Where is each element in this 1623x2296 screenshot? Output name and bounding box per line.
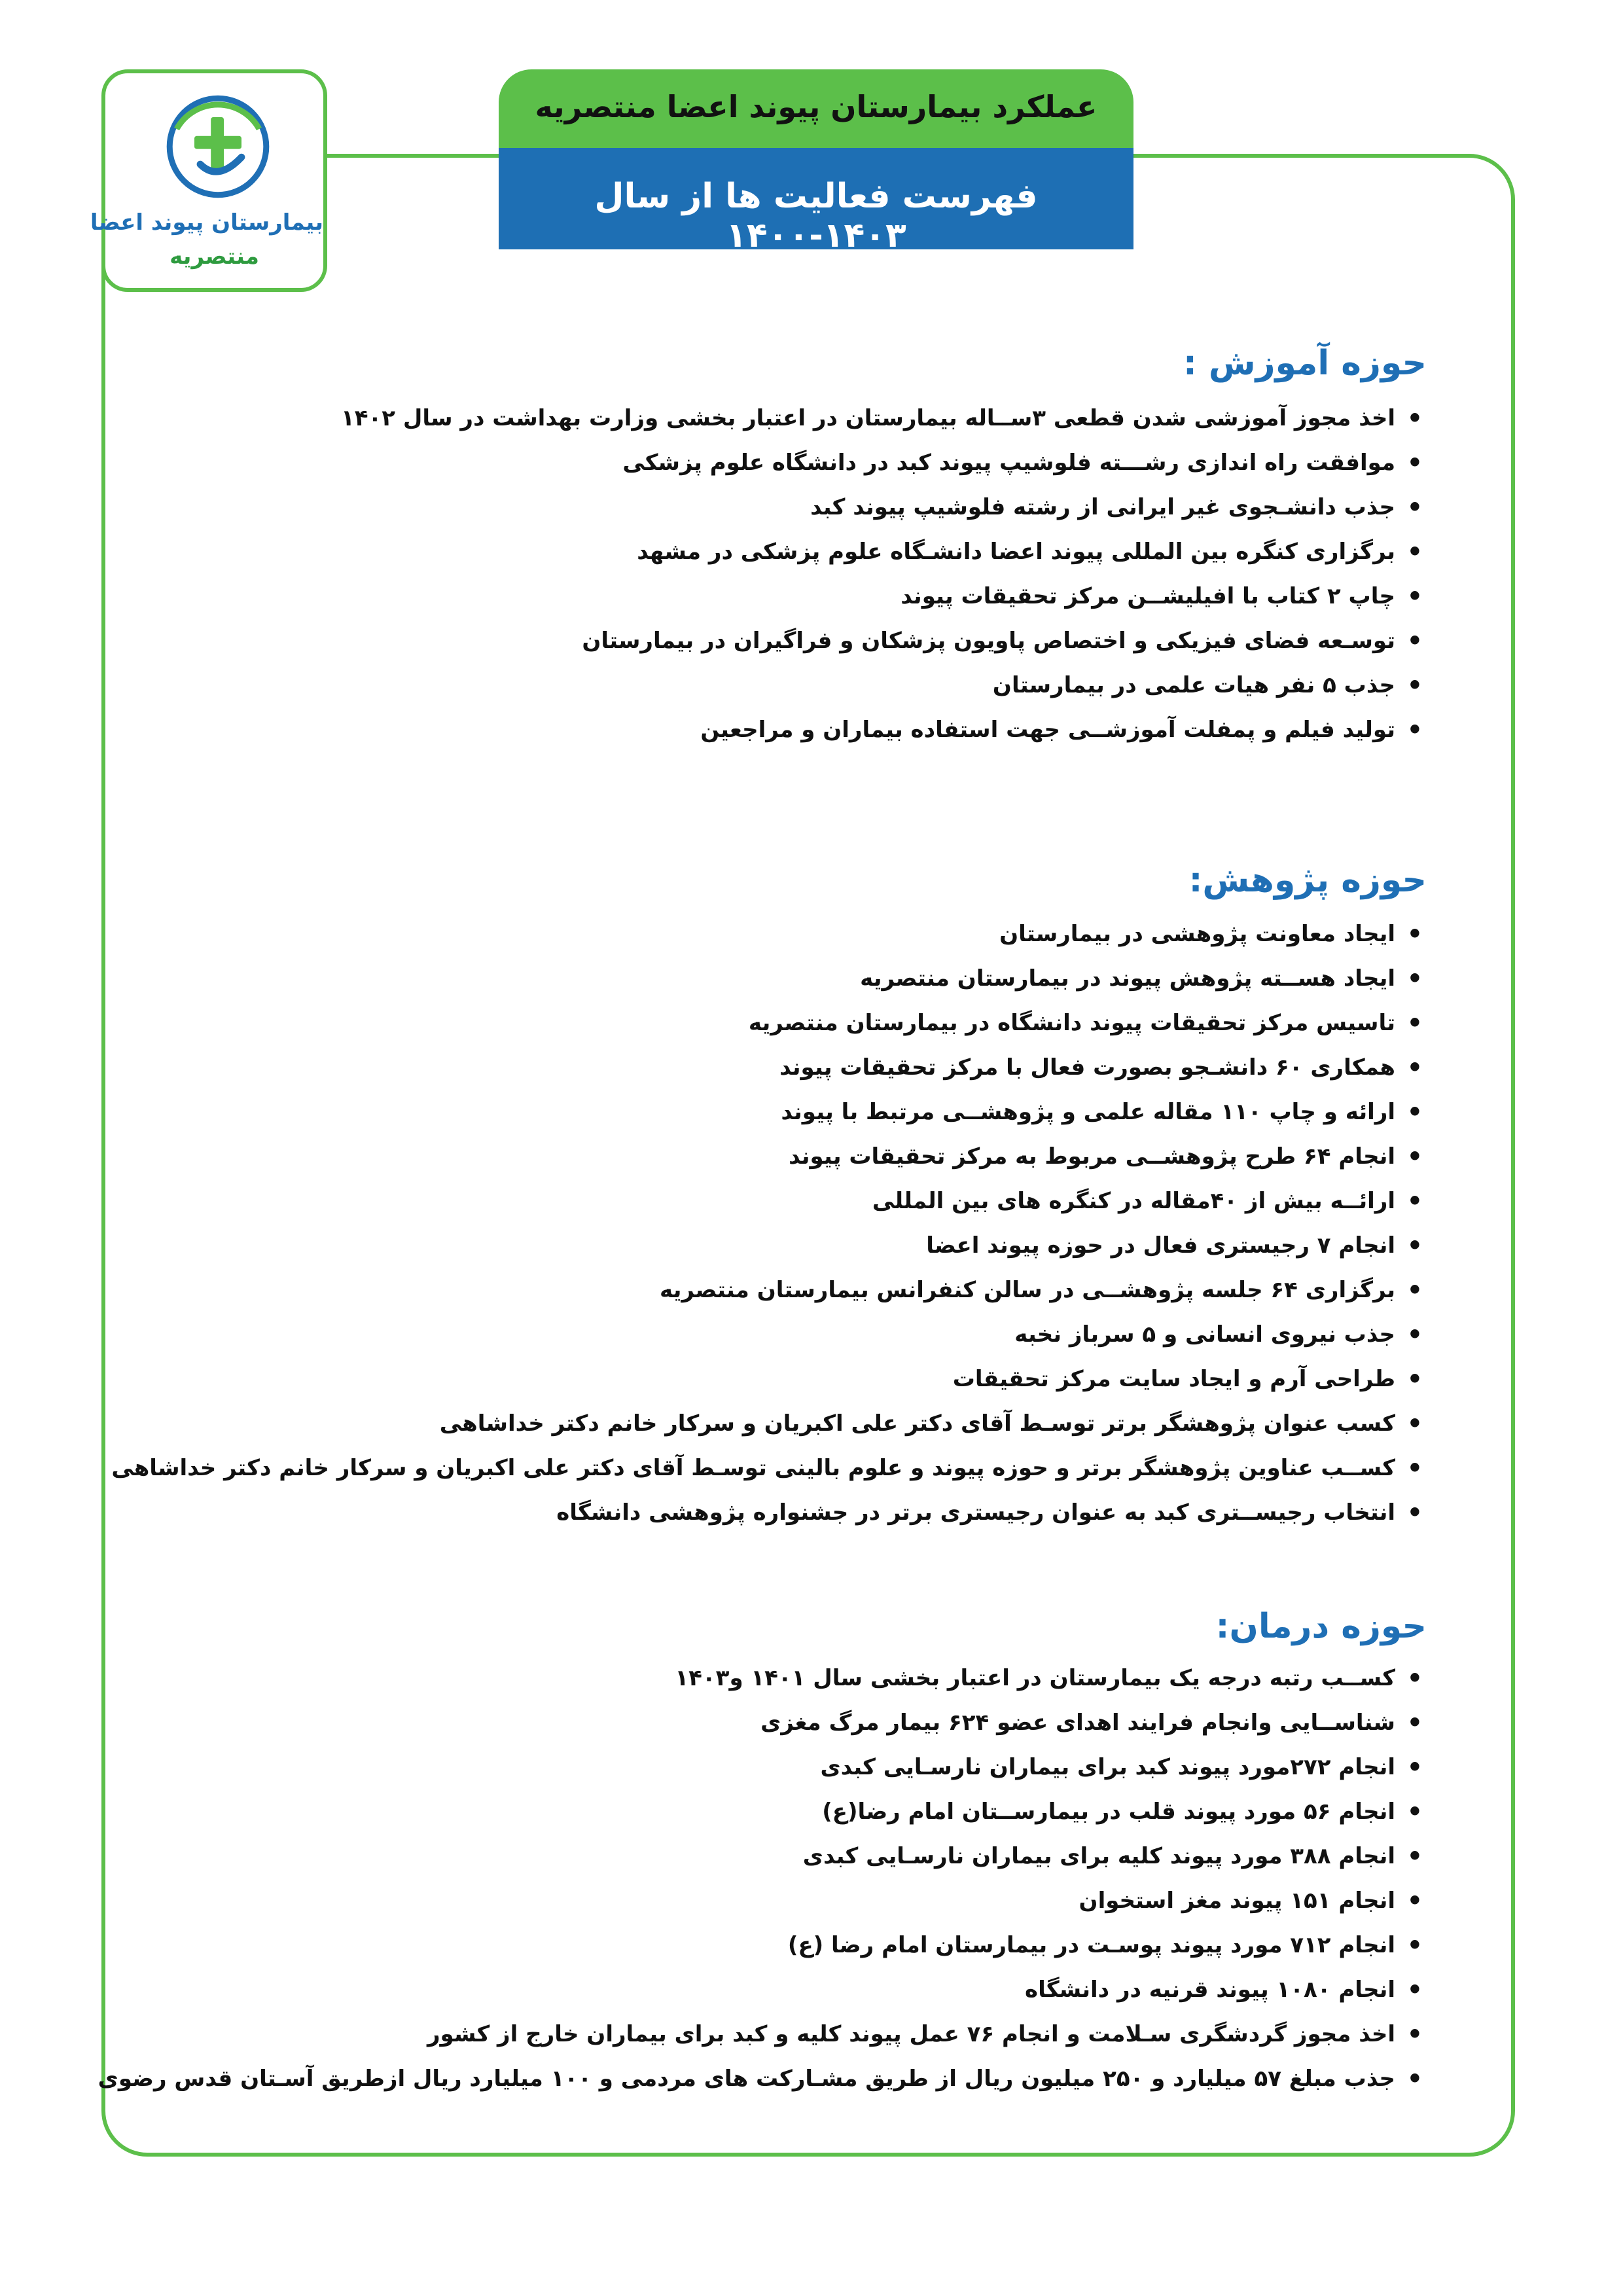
list-item: • انجام ۲۷۲مورد پیوند کبد برای بیماران نارسـایی کبدی xyxy=(98,1745,1427,1789)
education-list xyxy=(341,396,1427,752)
list-item: • تولید فیلم و پمفلت آموزشــی جهت استفاده بیماران و مراجعین xyxy=(341,708,1427,752)
list-item: • ارائــه بیش از ۴۰مقاله در کنگره های بین المللی xyxy=(111,1179,1427,1223)
list-item: • انجام ۷۱۲ مورد پیوند پوسـت در بیمارستان امام رضا (ع) xyxy=(98,1923,1427,1967)
list-item: • انجام ۳۸۸ مورد پیوند کلیه برای بیماران نارسـایی کبدی xyxy=(98,1834,1427,1878)
list-item: • جذب نیروی انسانی و ۵ سرباز نخبه xyxy=(111,1312,1427,1357)
list-item: • کسب عنوان پژوهشگر برتر توسـط آقای دکتر علی اکبریان و سرکار خانم دکتر خداشاهی xyxy=(111,1401,1427,1446)
list-item: • انجام ۱۵۱ پیوند مغز استخوان xyxy=(98,1878,1427,1923)
list-item: • انجام ۷ رجیستری فعال در حوزه پیوند اعضا xyxy=(111,1223,1427,1268)
hospital-logo xyxy=(90,69,327,292)
list-item: • انجام ۵۶ مورد پیوند قلب در بیمارســتان امام رضا(ع) xyxy=(98,1789,1427,1834)
list-item: • انجام ۶۴ طرح پژوهشــی مربوط به مرکز تحقیقات پیوند xyxy=(111,1134,1427,1179)
section-title-education: حوزه آموزش : xyxy=(1183,344,1427,383)
list-item: • انتخاب رجیســتری کبد به عنوان رجیستری برتر در جشنواره پژوهشی دانشگاه xyxy=(111,1490,1427,1535)
page-subtitle: فهرست فعالیت ها از سال ۱۴۰۳-۱۴۰۰ xyxy=(594,177,1038,255)
list-item: • ایجاد معاونت پژوهشی در بیمارستان xyxy=(111,912,1427,956)
research-list xyxy=(111,912,1427,1535)
list-item: • ایجاد هســته پژوهش پیوند در بیمارستان منتصریه xyxy=(111,956,1427,1001)
list-item: • تاسیس مرکز تحقیقات پیوند دانشگاه در بیمارستان منتصریه xyxy=(111,1001,1427,1045)
list-item: • چاپ ۲ کتاب با افیلیشــن مرکز تحقیقات پیوند xyxy=(341,574,1427,619)
list-item: • طراحی آرم و ایجاد سایت مرکز تحقیقات xyxy=(111,1357,1427,1401)
list-item: • کســب عناوین پژوهشگر برتر و حوزه پیوند و علوم بالینی توسـط آقای دکتر علی اکبریان و سرکار خانم دکتر خداشاهی xyxy=(111,1446,1427,1490)
list-item: • جذب ۵ نفر هیات علمی در بیمارستان xyxy=(341,663,1427,708)
list-item: • ارائه و چاپ ۱۱۰ مقاله علمی و پژوهشــی مرتبط با پیوند xyxy=(111,1090,1427,1134)
list-item: • توسـعه فضای فیزیکی و اختصاص پاویون پزشکان و فراگیران در بیمارستان xyxy=(341,619,1427,663)
list-item: • برگزاری کنگره بین المللی پیوند اعضا دانشـگاه علوم پزشکی در مشهد xyxy=(341,529,1427,574)
page-title: عملکرد بیمارستان پیوند اعضا منتصریه xyxy=(535,89,1097,124)
logo-name-line1: بیمارستان پیوند اعضا xyxy=(90,209,323,236)
logo-emblem-icon xyxy=(159,88,277,206)
list-item: • انجام ۱۰۸۰ پیوند قرنیه در دانشگاه xyxy=(98,1967,1427,2012)
section-title-research: حوزه پژوهش: xyxy=(1188,861,1427,900)
list-item: • جذب مبلغ ۵۷ میلیارد و ۲۵۰ میلیون ریال از طریق مشـارکت های مردمی و ۱۰۰ میلیارد ریال ازطریق آسـتان قدس رضوی xyxy=(98,2056,1427,2101)
logo-name-line2: منتصریه xyxy=(169,243,259,270)
list-item: • کســب رتبه درجه یک بیمارستان در اعتبار بخشی سال ۱۴۰۱ و۱۴۰۳ xyxy=(98,1656,1427,1700)
treatment-list xyxy=(98,1656,1427,2101)
list-item: • اخذ مجوز آموزشی شدن قطعی ۳ســاله بیمارستان در اعتبار بخشی وزارت بهداشت در سال ۱۴۰۲ xyxy=(341,396,1427,440)
list-item: • جذب دانشـجوی غیر ایرانی از رشته فلوشیپ پیوند کبد xyxy=(341,485,1427,529)
list-item: • اخذ مجوز گردشگری سـلامت و انجام ۷۶ عمل پیوند کلیه و کبد برای بیماران خارج از کشور xyxy=(98,2012,1427,2056)
section-title-treatment: حوزه درمان: xyxy=(1215,1607,1427,1646)
header-subtitle-bar xyxy=(499,148,1133,255)
header-title-bar xyxy=(499,69,1133,148)
list-item: • موافقت راه اندازی رشـــته فلوشیپ پیوند کبد در دانشگاه علوم پزشکی xyxy=(341,440,1427,485)
list-item: • برگزاری ۶۴ جلسه پژوهشــی در سالن کنفرانس بیمارستان منتصریه xyxy=(111,1268,1427,1312)
list-item: • همکاری ۶۰ دانشـجو بصورت فعال با مرکز تحقیقات پیوند xyxy=(111,1045,1427,1090)
list-item: • شناســایی وانجام فرایند اهدای عضو ۶۲۴ بیمار مرگ مغزی xyxy=(98,1700,1427,1745)
